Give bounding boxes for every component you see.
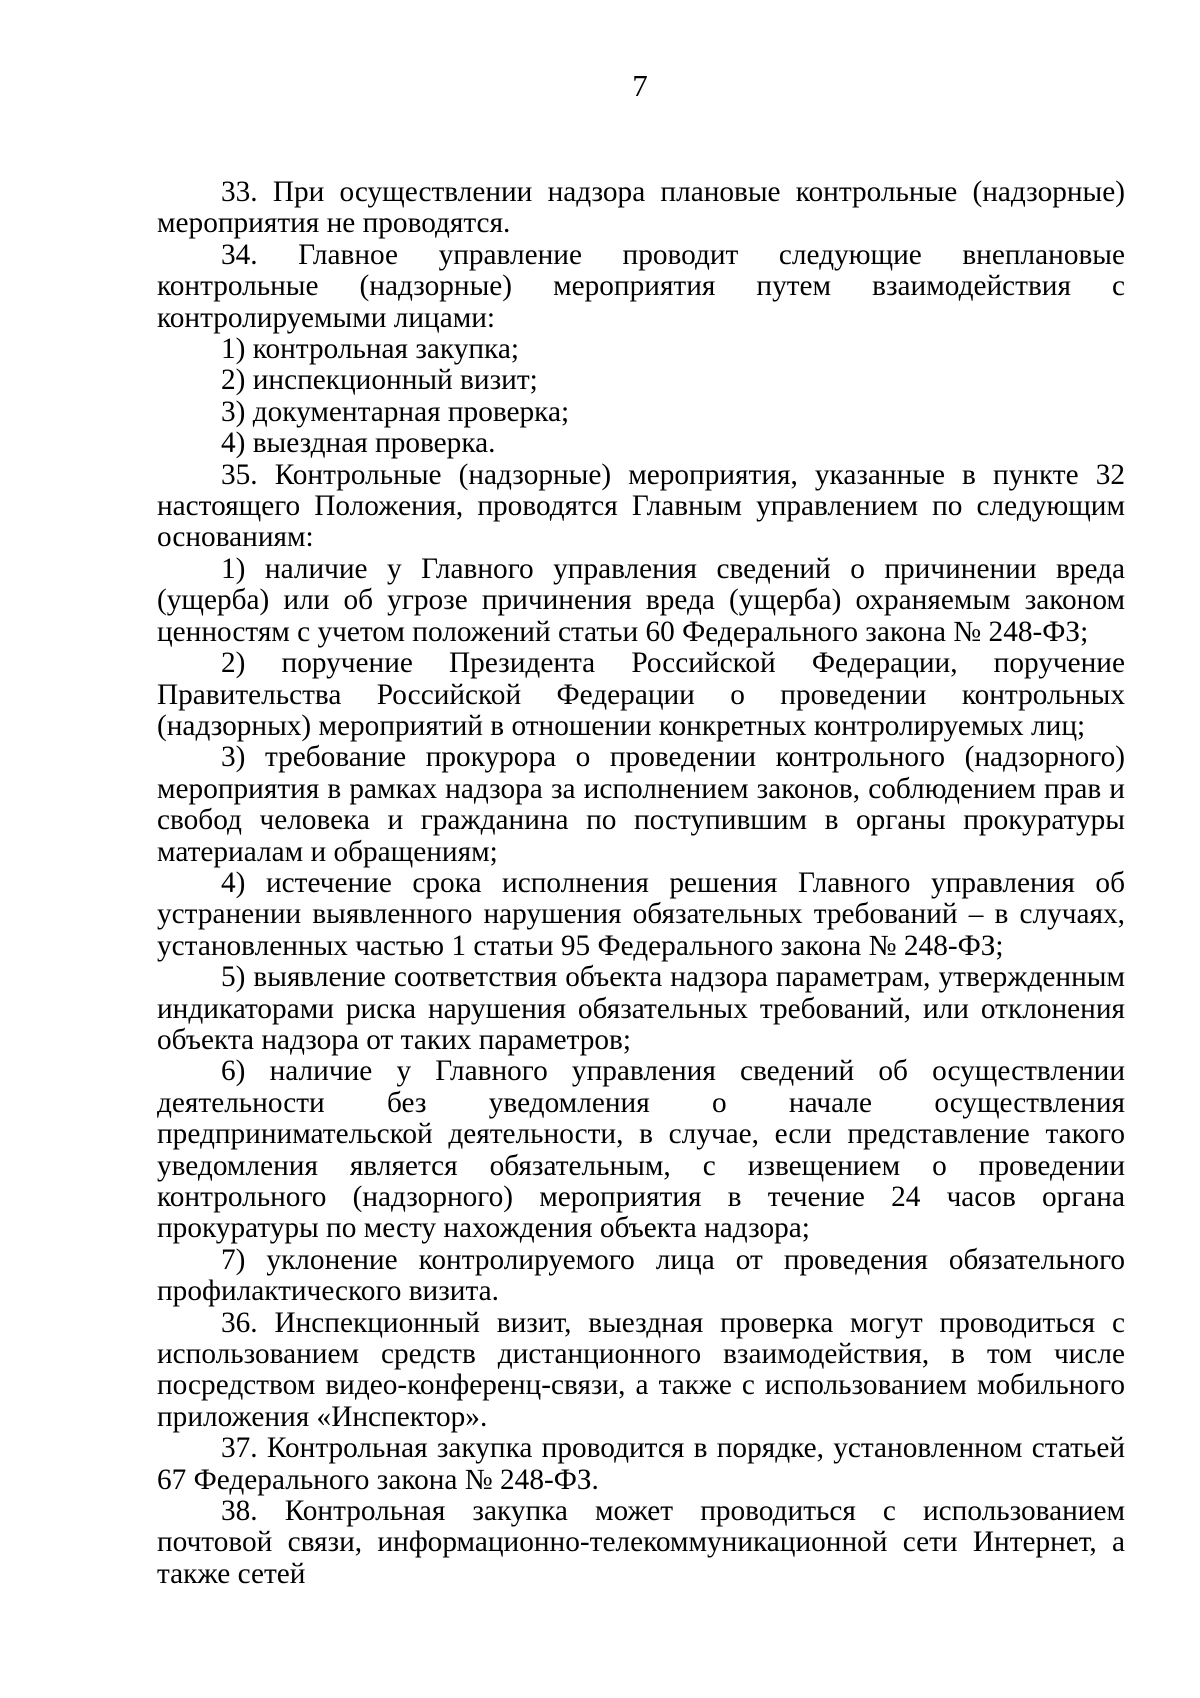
list-item-35-4: 4) истечение срока исполнения решения Главного управления об устранении выявленного нарушения обязательных требований – в случаях, установленных частью 1 статьи 95 Федерального закона № 248-ФЗ; [157,866,1125,962]
paragraph-38: 38. Контрольная закупка может проводиться с использованием почтовой связи, информационно-телекоммуникационной сети Интернет, а также сетей [157,1495,1125,1590]
list-item-35-5: 5) выявление соответствия объекта надзора параметрам, утвержденным индикаторами риска нарушения обязательных требований, или отклонения объекта надзора от таких параметров; [157,961,1125,1056]
list-item-35-3: 3) требование прокурора о проведении контрольного (надзорного) мероприятия в рамках надзора за исполнением законов, соблюдением прав и свобод человека и гражданина по поступившим в органы прокуратуры материалам и обращениям; [157,741,1125,868]
list-item-34-2: 2) инспекционный визит; [221,364,538,397]
list-item-34-3: 3) документарная проверка; [221,395,570,428]
paragraph-35: 35. Контрольные (надзорные) мероприятия, указанные в пункте 32 настоящего Положения, проводятся Главным управлением по следующим основаниям: [157,458,1125,554]
paragraph-33: 33. При осуществлении надзора плановые контрольные (надзорные) мероприятия не проводятся. [157,176,1125,240]
paragraph-36: 36. Инспекционный визит, выездная проверка могут проводиться с использованием средств дистанционного взаимодействия, в том числе посредством видео-конференц-связи, а также с использованием мобильного приложения «Инспектор». [157,1306,1125,1433]
paragraph-34: 34. Главное управление проводит следующие внеплановые контрольные (надзорные) мероприятия путем взаимодействия с контролируемыми лицами: [157,238,1125,334]
list-item-35-7: 7) уклонение контролируемого лица от проведения обязательного профилактического визита. [157,1243,1125,1308]
list-item-35-6: 6) наличие у Главного управления сведений об осуществлении деятельности без уведомления о начале осуществления предпринимательской деятельности, в случае, если представление такого уведомления является обязательным, с извещением о проведении контрольного (надзорного) мероприятия в течение 24 часов органа прокуратуры по месту нахождения объекта надзора; [157,1055,1125,1245]
paragraph-37: 37. Контрольная закупка проводится в порядке, установленном статьей 67 Федерального закона № 248-ФЗ. [157,1432,1125,1496]
list-item-34-1: 1) контрольная закупка; [221,333,519,366]
list-item-35-2: 2) поручение Президента Российской Федерации, поручение Правительства Российской Федерации о проведении контрольных (надзорных) мероприятий в отношении конкретных контролируемых лиц; [157,647,1125,742]
list-item-35-1: 1) наличие у Главного управления сведений о причинении вреда (ущерба) или об угрозе причинения вреда (ущерба) охраняемым законом ценностям с учетом положений статьи 60 Федерального закона № 248-ФЗ; [157,552,1125,648]
page-number: 7 [632,68,648,103]
list-item-34-4: 4) выездная проверка. [221,427,496,460]
document-body [157,177,1125,1590]
